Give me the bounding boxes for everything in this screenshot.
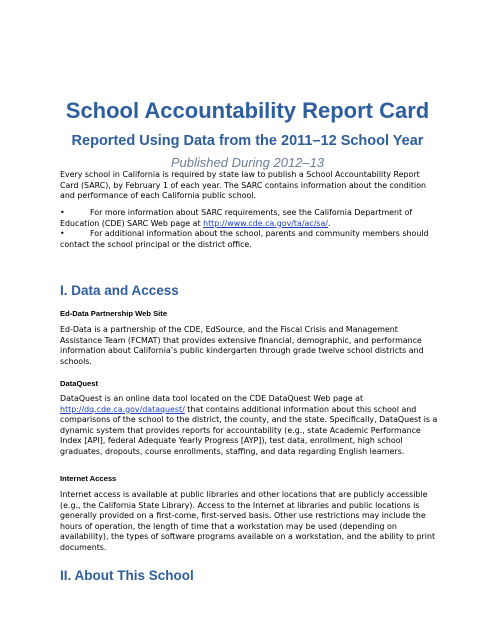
list-item bbox=[60, 208, 440, 229]
sarc-web-page-link[interactable]: http://www.cde.ca.gov/ta/ac/sa/ bbox=[203, 218, 328, 228]
bullet-text-end: . bbox=[327, 218, 331, 228]
published-date: Published During 2012–13 bbox=[170, 155, 325, 170]
info-bullet-list bbox=[60, 208, 440, 250]
intro-paragraph: Every school in California is required by state law to publish a School Accountability Report Card (SARC), by February 1 of each year. The SARC contains information about the condition and performance of each California public school. bbox=[60, 170, 427, 201]
dataquest-link[interactable]: http://dq.cde.ca.gov/dataquest/ bbox=[60, 404, 185, 414]
page-title: School Accountability Report Card bbox=[65, 98, 430, 123]
list-item bbox=[60, 229, 440, 250]
bullet-icon: • bbox=[60, 229, 65, 239]
bullet-text: For additional information about the school, parents and community members should contact the school principal or the district office. bbox=[60, 229, 429, 249]
subheading-internet-access: Internet Access bbox=[60, 474, 117, 483]
subheading-dataquest: DataQuest bbox=[60, 379, 98, 388]
ed-data-paragraph: Ed-Data is a partnership of the CDE, EdSource, and the Fiscal Crisis and Management Assistance Team (FCMAT) that provides extensive financial, demographic, and performance information about California’s public kindergarten through grade twelve school districts and schools. bbox=[60, 325, 424, 366]
subheading-ed-data: Ed-Data Partnership Web Site bbox=[60, 309, 168, 318]
section-heading-about-school: II. About This School bbox=[60, 568, 194, 583]
bullet-icon: • bbox=[60, 208, 65, 217]
internet-access-paragraph: Internet access is available at public libraries and other locations that are publicly accessible (e.g., the California State Library). Access to the Internet at libraries and public locations is generally provided on a first-come, first-served basis. Other use restrictions may include the hours of operation, the length of time that a workstation may be used (depending on availability), the types of software programs available on a workstation, and the ability to print documents. bbox=[60, 490, 436, 552]
page-subtitle: Reported Using Data from the 2011–12 School Year bbox=[71, 133, 424, 149]
bullet-text: For more information about SARC requirements, see the California Department of Education (CDE) SARC Web page at bbox=[60, 208, 413, 228]
section-heading-data-access: I. Data and Access bbox=[60, 283, 179, 298]
dataquest-paragraph: DataQuest is an online data tool located on the CDE DataQuest Web page at http://dq.cde.ca.gov/dataquest/ that contains additional information about this school and comparisons of the school to the district, the county, and the state. Specifically, DataQuest is a dynamic system that provides reports for accountability (e.g., state Academic Performance Index [API], federal Adequate Yearly Progress [AYP]), test data, enrollment, high school graduates, dropouts, course enrollments, staffing, and data regarding English learners. bbox=[60, 394, 438, 456]
